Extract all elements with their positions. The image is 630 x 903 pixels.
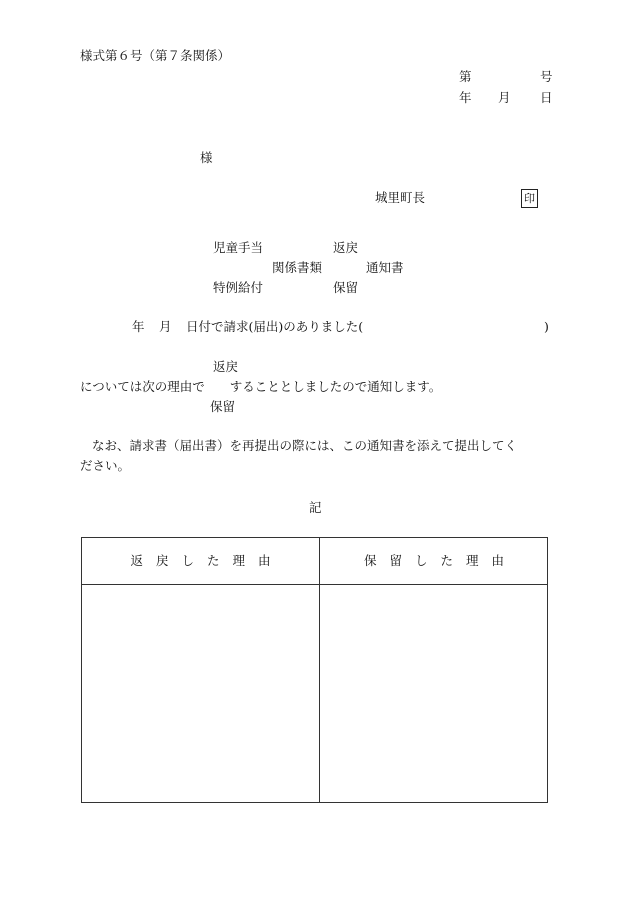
subject-documents: 関係書類 bbox=[272, 260, 323, 275]
reasons-table bbox=[81, 537, 548, 803]
subject-action-hold: 保留 bbox=[333, 280, 359, 295]
note-line-2: ださい。 bbox=[80, 458, 131, 473]
date-month: 月 bbox=[498, 90, 511, 105]
body-close-paren: ) bbox=[544, 319, 549, 334]
body-action-return: 返戻 bbox=[213, 359, 239, 374]
doc-no-prefix: 第 bbox=[459, 69, 472, 84]
doc-no-suffix: 号 bbox=[540, 69, 553, 84]
subject-notice: 通知書 bbox=[366, 260, 404, 275]
addressee-honorific: 様 bbox=[200, 150, 213, 165]
header-return-reason: 返戻した理由 bbox=[130, 553, 284, 568]
ki-mark: 記 bbox=[309, 500, 322, 515]
body-year: 年 bbox=[132, 319, 145, 334]
subject-action-return: 返戻 bbox=[333, 240, 359, 255]
header-hold-reason: 保留した理由 bbox=[363, 553, 517, 568]
date-day: 日 bbox=[540, 90, 553, 105]
hold-reason-cell[interactable] bbox=[320, 585, 547, 802]
body-action-hold: 保留 bbox=[210, 399, 236, 414]
form-number: 様式第６号（第７条関係） bbox=[80, 48, 231, 63]
subject-allowance-2: 特例給付 bbox=[213, 280, 264, 295]
issuer-title: 城里町長 bbox=[375, 190, 426, 205]
seal-box: 印 bbox=[521, 189, 538, 208]
return-reason-cell[interactable] bbox=[82, 585, 319, 802]
body-reason-line: については次の理由で することとしましたので通知します。 bbox=[80, 379, 442, 394]
body-date-text: 日付で請求(届出)のありました( bbox=[186, 319, 364, 334]
note-line-1: なお、請求書（届出書）を再提出の際には、この通知書を添えて提出してく bbox=[92, 438, 518, 453]
subject-allowance-1: 児童手当 bbox=[213, 240, 264, 255]
body-month: 月 bbox=[159, 319, 172, 334]
date-year: 年 bbox=[459, 90, 472, 105]
